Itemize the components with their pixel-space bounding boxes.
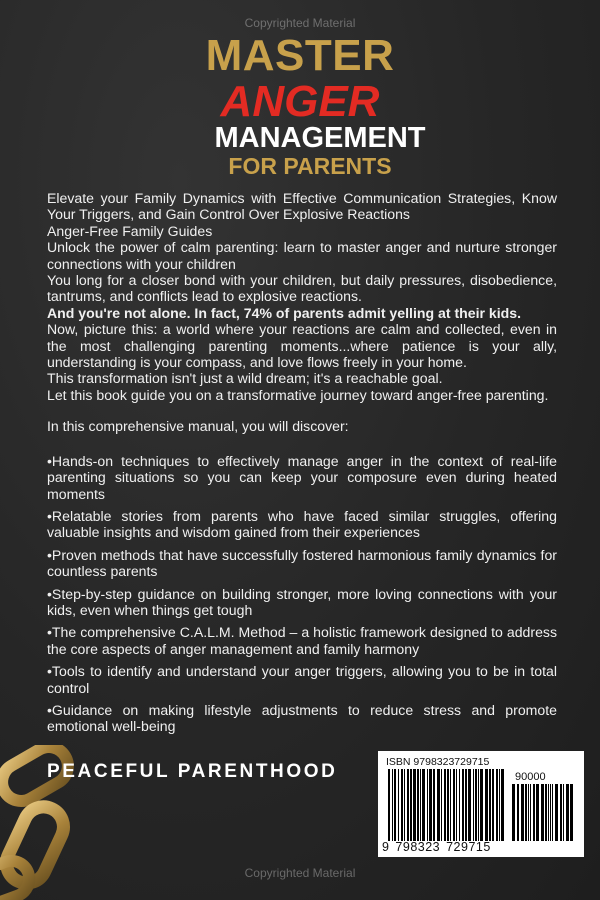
barcode-bar xyxy=(398,769,399,841)
addon-barcode-bars xyxy=(512,784,576,841)
barcode-bar xyxy=(548,784,549,841)
watermark-bottom: Copyrighted Material xyxy=(244,866,356,880)
barcode-bar xyxy=(447,769,449,841)
title-master: MASTER xyxy=(205,31,395,80)
barcode-bar xyxy=(528,784,529,841)
intro-line: In this comprehensive manual, you will discover: xyxy=(47,418,349,435)
barcode-bar xyxy=(437,769,440,841)
barcode-bar xyxy=(480,769,483,841)
barcode-bar xyxy=(530,784,531,841)
price-code: 90000 xyxy=(515,771,546,783)
barcode-bar xyxy=(492,769,494,841)
barcode-bar xyxy=(407,769,409,841)
barcode-bar xyxy=(517,784,519,841)
barcode-bar xyxy=(552,784,553,841)
isbn-label: ISBN 9798323729715 xyxy=(386,756,490,768)
barcode-bar xyxy=(563,784,564,841)
title-anger: ANGER xyxy=(220,77,380,126)
paragraph-guide: Let this book guide you on a transformative journey toward anger-free parenting. xyxy=(47,386,549,403)
barcode-bar xyxy=(478,769,479,841)
barcode-bar xyxy=(413,769,416,841)
barcode-bar xyxy=(441,769,442,841)
barcode-bar xyxy=(417,769,419,841)
barcode-bar xyxy=(388,769,390,841)
barcode-bar xyxy=(566,784,569,841)
barcode-bar xyxy=(433,769,435,841)
paragraph-unlock: Unlock the power of calm parenting: learn to master anger and nurture stronger connections with your children xyxy=(47,239,557,272)
barcode-bar xyxy=(410,769,412,841)
barcode-bar xyxy=(453,769,455,841)
title-management: MANAGEMENT xyxy=(214,122,426,154)
paragraph-transformation: This transformation isn't just a wild dream; it's a reachable goal. xyxy=(47,370,443,387)
bullet-item: •The comprehensive C.A.L.M. Method – a holistic framework designed to address the core aspects of anger management and family harmony xyxy=(47,624,557,657)
barcode-bar xyxy=(404,769,405,841)
title-for-parents: FOR PARENTS xyxy=(228,153,392,179)
spacer xyxy=(47,435,557,447)
barcode-bar xyxy=(545,784,547,841)
watermark-top: Copyrighted Material xyxy=(244,16,356,30)
barcode-bar xyxy=(444,769,446,841)
isbn-digits: 9 798323 729715 xyxy=(382,840,491,854)
barcode-bar xyxy=(475,769,477,841)
paragraph-picture: Now, picture this: a world where your reactions are calm and collected, even in the most challenging parenting moments...where patience is your ally, understanding is your compass, and love flows freely in your home. xyxy=(47,321,557,371)
barcode-bar xyxy=(392,769,393,841)
barcode-bar xyxy=(521,784,524,841)
bullet-item: •Guidance on making lifestyle adjustments to reduce stress and promote emotional well-being xyxy=(47,701,557,735)
barcode-bar xyxy=(550,784,551,841)
barcode-bar xyxy=(473,769,474,841)
barcode-bar xyxy=(555,784,558,841)
barcode-bar xyxy=(459,769,460,841)
barcode-bar xyxy=(456,769,457,841)
barcode-bar xyxy=(485,769,488,841)
description-text xyxy=(47,190,557,735)
barcode-bar xyxy=(489,769,491,841)
barcode-bar xyxy=(525,784,527,841)
barcode-bar xyxy=(533,784,535,841)
barcode-bar xyxy=(536,784,539,841)
author-name: PEACEFUL PARENTHOOD xyxy=(47,761,338,782)
barcode-bar xyxy=(512,784,515,841)
barcode-bar xyxy=(401,769,403,841)
barcode-bar xyxy=(422,769,425,841)
paragraph-statistic: And you're not alone. In fact, 74% of parents admit yelling at their kids. xyxy=(47,304,522,321)
barcode-bar xyxy=(496,769,498,841)
barcode-bar xyxy=(420,769,421,841)
barcode-bars xyxy=(388,769,506,841)
barcode-bar xyxy=(394,769,396,841)
barcode-bar xyxy=(541,784,544,841)
barcode-bar xyxy=(501,769,504,841)
isbn-barcode xyxy=(378,751,584,857)
bullet-item: •Proven methods that have successfully fostered harmonious family dynamics for countless parents xyxy=(47,546,557,580)
barcode-bar xyxy=(499,769,500,841)
subtitle-paragraph: Elevate your Family Dynamics with Effective Communication Strategies, Know Your Triggers, and Gain Control Over Explosive Reactions xyxy=(47,190,557,223)
series-name: Anger-Free Family Guides xyxy=(47,222,213,239)
bullet-item: •Step-by-step guidance on building stronger, more loving connections with your kids, even when things get tough xyxy=(47,585,557,618)
barcode-bar xyxy=(462,769,464,841)
paragraph-bond: You long for a closer bond with your children, but daily pressures, disobedience, tantrums, and conflicts lead to explosive reactions. xyxy=(47,272,557,305)
barcode-bar xyxy=(468,769,471,841)
barcode-bar xyxy=(570,784,573,841)
bullet-item: •Tools to identify and understand your anger triggers, allowing you to be in total control xyxy=(47,663,557,696)
spacer xyxy=(47,403,557,418)
barcode-bar xyxy=(560,784,562,841)
barcode-bar xyxy=(427,769,428,841)
barcode-bar xyxy=(465,769,467,841)
bullet-item: •Hands-on techniques to effectively manage anger in the context of real-life parenting situations so you can keep your composure even during heated moments xyxy=(47,452,557,502)
barcode-bar xyxy=(450,769,451,841)
bullet-item: •Relatable stories from parents who have faced similar struggles, offering valuable insights and wisdom gained from their experiences xyxy=(47,507,557,541)
barcode-bar xyxy=(429,769,432,841)
